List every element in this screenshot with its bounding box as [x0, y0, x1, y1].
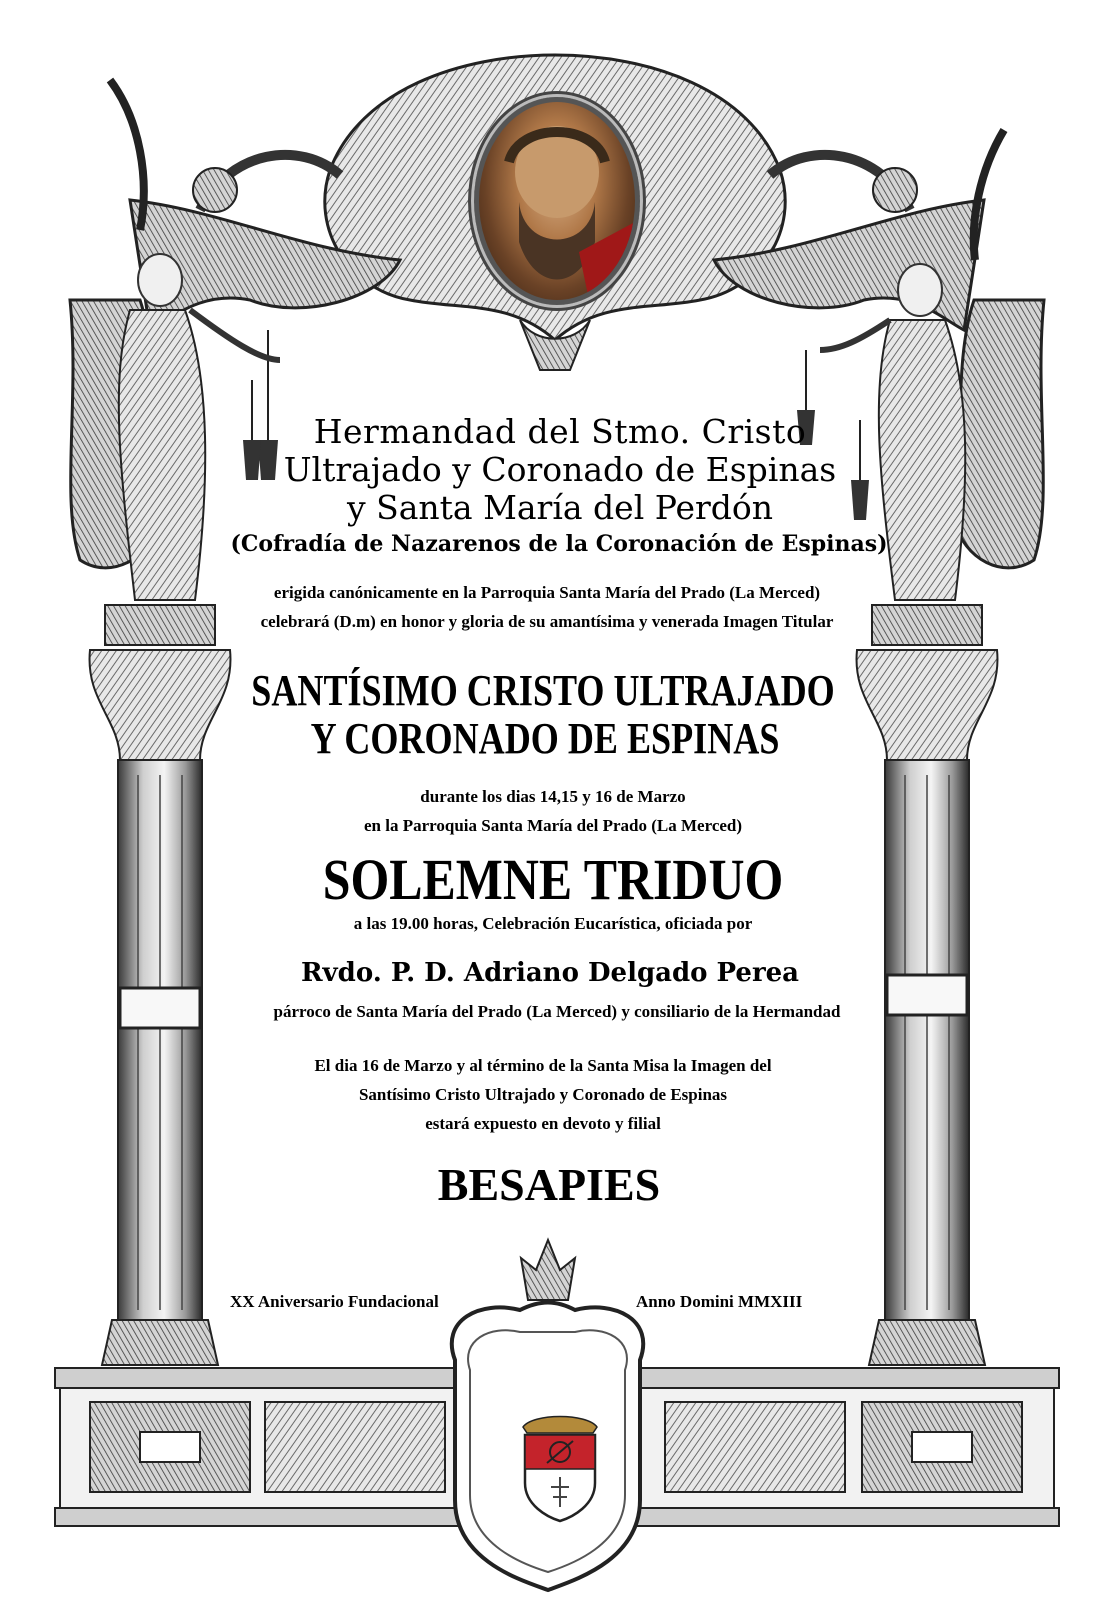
besapies-line-3: estará expuesto en devoto y filial: [425, 1114, 661, 1133]
christ-portrait-medallion: [474, 97, 640, 305]
officiant-name: Rvdo. P. D. Adriano Delgado Perea: [300, 958, 800, 988]
brotherhood-subtitle: (Cofradía de Nazarenos de la Coronación de Espinas): [230, 531, 888, 557]
brotherhood-name-line-1: Hermandad del Stmo. Cristo: [313, 412, 807, 451]
titular-line-2: Y CORONADO DE ESPINAS: [310, 714, 780, 763]
titular-line-1: SANTÍSIMO CRISTO ULTRAJADO: [251, 666, 835, 715]
besapies-title: BESAPIES: [437, 1159, 661, 1210]
event-schedule: a las 19.00 horas, Celebración Eucarística, oficiada por: [353, 914, 753, 933]
intro-line-2: celebrará (D.m) en honor y gloria de su amantísima y venerada Imagen Titular: [260, 612, 834, 631]
footer-anniversary: XX Aniversario Fundacional: [230, 1292, 439, 1311]
officiant-role: párroco de Santa María del Prado (La Merced) y consiliario de la Hermandad: [273, 1002, 841, 1021]
intro-line-1: erigida canónicamente en la Parroquia Santa María del Prado (La Merced): [273, 583, 821, 602]
footer-year: Anno Domini MMXIII: [636, 1292, 803, 1311]
besapies-line-2: Santísimo Cristo Ultrajado y Coronado de Espinas: [358, 1085, 728, 1104]
brotherhood-name-line-3: y Santa María del Perdón: [346, 488, 774, 527]
coat-of-arms: [513, 1405, 607, 1525]
dates-line-2: en la Parroquia Santa María del Prado (La Merced): [363, 816, 743, 835]
brotherhood-name-line-2: Ultrajado y Coronado de Espinas: [283, 450, 837, 489]
besapies-line-1: El dia 16 de Marzo y al término de la Santa Misa la Imagen del: [314, 1056, 772, 1075]
event-title: SOLEMNE TRIDUO: [322, 847, 784, 912]
dates-line-1: durante los dias 14,15 y 16 de Marzo: [420, 787, 686, 806]
